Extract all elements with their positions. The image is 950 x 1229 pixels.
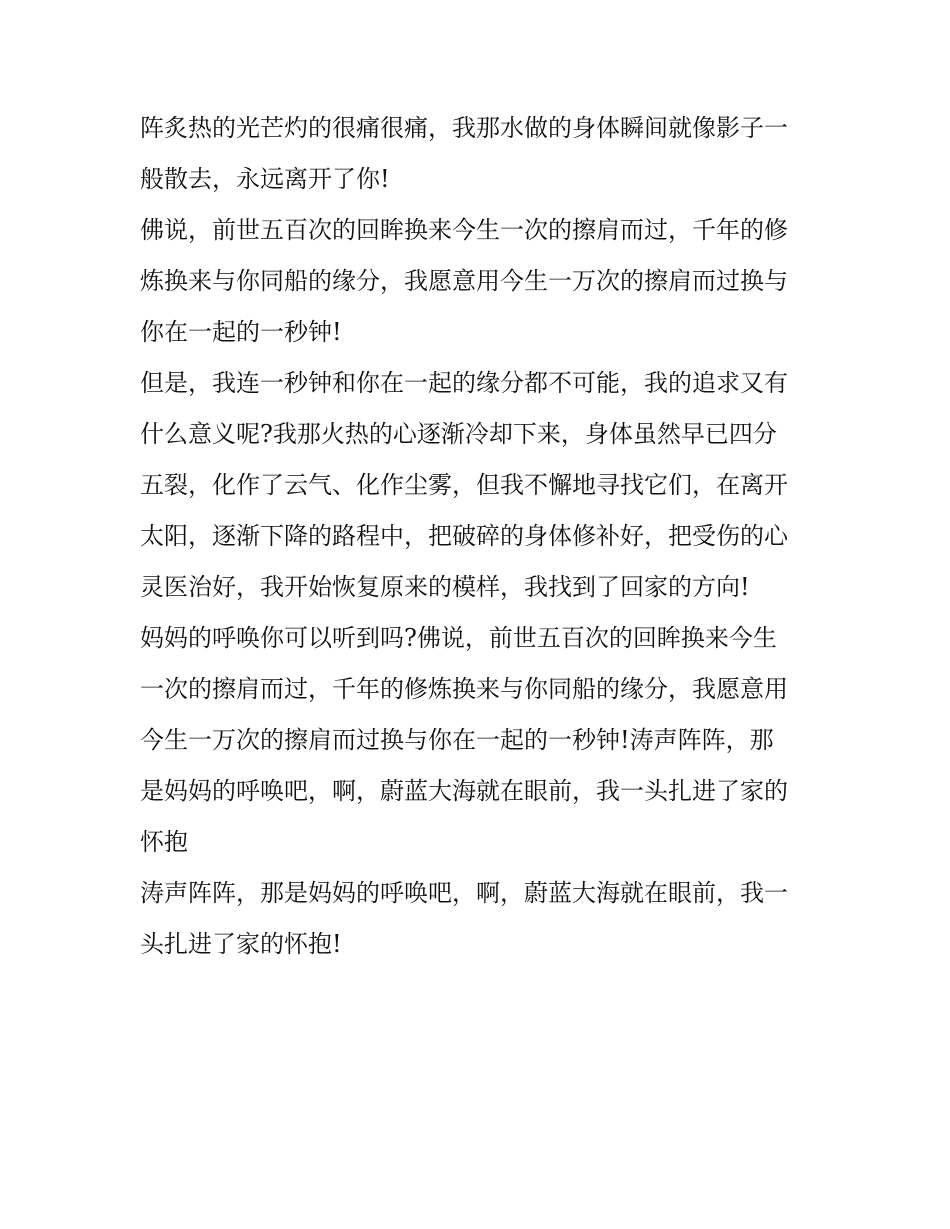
text-line: 但是，我连一秒钟和你在一起的缘分都不可能，我的追求又有 [140,369,788,397]
text-line: 什么意义呢?我那火热的心逐渐冷却下来，身体虽然早已四分 [140,420,777,448]
text-line: 你在一起的一秒钟! [140,318,342,346]
text-line: 五裂，化作了云气、化作尘雾，但我不懈地寻找它们，在离开 [140,471,788,499]
text-line: 阵炙热的光芒灼的很痛很痛，我那水做的身体瞬间就像影子一 [140,114,788,142]
document-body [140,103,820,970]
text-line: 佛说，前世五百次的回眸换来今生一次的擦肩而过，千年的修 [140,216,788,244]
text-line: 今生一万次的擦肩而过换与你在一起的一秒钟!涛声阵阵，那 [140,726,774,754]
text-line: 般散去，永远离开了你! [140,165,390,193]
text-line: 是妈妈的呼唤吧，啊，蔚蓝大海就在眼前，我一头扎进了家的 [140,777,788,805]
text-line: 涛声阵阵，那是妈妈的呼唤吧，啊，蔚蓝大海就在眼前，我一 [140,879,788,907]
text-line: 一次的擦肩而过，千年的修炼换来与你同船的缘分，我愿意用 [140,675,788,703]
text-line: 怀抱 [140,828,188,856]
text-line: 头扎进了家的怀抱! [140,930,342,958]
text-line: 太阳，逐渐下降的路程中，把破碎的身体修补好，把受伤的心 [140,522,788,550]
text-line: 妈妈的呼唤你可以听到吗?佛说，前世五百次的回眸换来今生 [140,624,777,652]
text-line: 灵医治好，我开始恢复原来的模样，我找到了回家的方向! [140,573,750,601]
text-line: 炼换来与你同船的缘分，我愿意用今生一万次的擦肩而过换与 [140,267,788,295]
